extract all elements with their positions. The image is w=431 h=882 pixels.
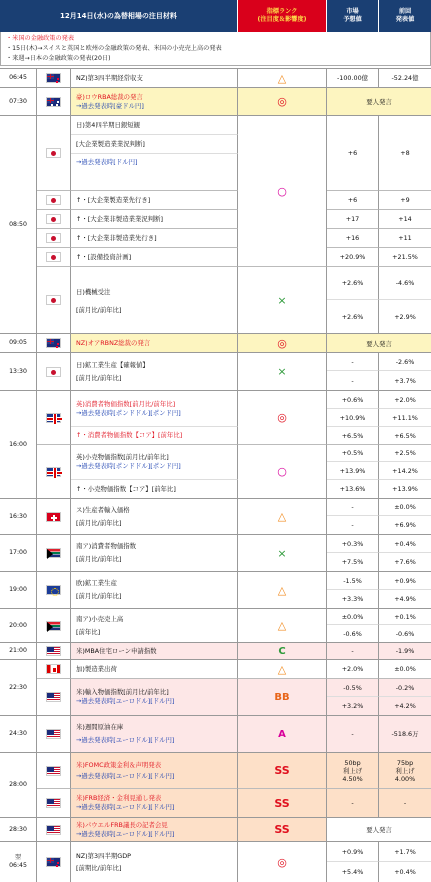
- table-row: [0, 499, 431, 535]
- past-release-link[interactable]: →過去発表時[ユーロドル][ドル円]: [76, 829, 175, 838]
- forecast-value: +10.9%: [327, 409, 379, 427]
- rank-bb-badge: BB: [274, 691, 290, 703]
- forecast-value: -0.5%: [327, 679, 379, 697]
- forecast-value: +17: [327, 210, 379, 229]
- event-label[interactable]: 米)輸入物価指数[前月比/前年比]: [76, 688, 169, 696]
- eu-flag-icon: [46, 585, 61, 595]
- event-label[interactable]: 日)第4四半期日銀短観: [76, 120, 141, 129]
- forecast-value: +2.6%: [327, 300, 379, 333]
- calendar-table: [0, 68, 431, 876]
- previous-value: +0.4%: [379, 535, 431, 553]
- time-cell: 21:00: [0, 643, 37, 659]
- triangle-icon: △: [277, 71, 287, 85]
- rank-c-badge: C: [278, 645, 286, 657]
- past-release-link[interactable]: →過去発表時[ユーロドル][ドル円]: [76, 736, 175, 744]
- previous-value: +6.9%: [394, 521, 416, 529]
- forecast-value: +2.6%: [327, 267, 379, 300]
- event-label[interactable]: 米)FRB経済・金利見通し発表: [76, 794, 162, 802]
- table-row: [0, 660, 431, 716]
- au-flag-icon: [46, 97, 61, 107]
- time-cell: 13:30: [0, 353, 37, 390]
- previous-value: -52.24億: [391, 74, 419, 82]
- event-label[interactable]: 日)鉱工業生産【確報値】: [76, 360, 149, 369]
- previous-value: +4.9%: [394, 595, 416, 603]
- event-label[interactable]: NZ)第3四半期経常収支: [76, 73, 143, 82]
- previous-value: ±0.0%: [379, 660, 431, 679]
- event-label[interactable]: 豪)ロウRBA総裁の発言: [76, 92, 143, 101]
- uk-flag-icon: [46, 467, 61, 477]
- forecast-value: +5.4%: [327, 862, 379, 882]
- rank-ss-badge: SS: [274, 764, 290, 777]
- previous-value: +9: [379, 191, 431, 210]
- forecast-value: +20.9%: [327, 248, 379, 267]
- previous-value: -: [403, 799, 407, 807]
- forecast-value: +3.3%: [327, 590, 379, 608]
- circle-icon: ○: [277, 184, 287, 198]
- previous-value: -0.2%: [379, 679, 431, 697]
- event-sublabel: [前月比/前年比]: [76, 373, 122, 382]
- forecast-value: 50bp 利上げ 4.50%: [327, 753, 379, 789]
- table-row: [0, 753, 431, 818]
- event-label[interactable]: NZ)オアRBNZ総裁の発言: [76, 338, 151, 347]
- us-flag-icon: [46, 798, 61, 808]
- forecast-value: -: [327, 371, 379, 390]
- time-cell: 17:00: [0, 535, 37, 571]
- time-cell: 06:45: [0, 69, 37, 87]
- time-cell: 28:00: [0, 753, 37, 817]
- event-label[interactable]: 日)機械受注: [76, 288, 111, 296]
- previous-value: +11: [379, 229, 431, 248]
- time-cell: 22:30: [0, 660, 37, 715]
- double-circle-icon: ◎: [277, 336, 287, 350]
- time-cell: 16:00: [0, 391, 37, 498]
- previous-value: ±0.0%: [379, 499, 431, 516]
- nz-flag-icon: [46, 857, 61, 867]
- event-label[interactable]: 米)週間原油在庫: [76, 723, 124, 731]
- forecast-value: -: [327, 499, 379, 516]
- forecast-value: +2.0%: [327, 660, 379, 679]
- forecast-value: -: [327, 789, 379, 817]
- table-row: [0, 572, 431, 609]
- past-release-link[interactable]: →過去発表時[ユーロドル][ドル円]: [76, 803, 175, 811]
- previous-value: -0.6%: [395, 629, 415, 638]
- previous-value: +0.9%: [379, 572, 431, 590]
- jp-flag-icon: [46, 252, 61, 262]
- double-circle-icon: ◎: [277, 95, 287, 108]
- event-label[interactable]: 加)製造業出荷: [76, 664, 117, 673]
- event-label[interactable]: ↑・[設備投資計画]: [76, 252, 132, 261]
- previous-value: +0.4%: [394, 868, 416, 876]
- event-label[interactable]: 英)消費者物価指数[前月比/前年比]: [76, 399, 176, 408]
- time-cell: 16:30: [0, 499, 37, 534]
- previous-value: +11.1%: [379, 409, 431, 427]
- table-row: [0, 116, 431, 334]
- rank-a-badge: A: [278, 728, 286, 740]
- table-row: [0, 535, 431, 572]
- nz-flag-icon: [46, 338, 61, 348]
- previous-value: +2.5%: [379, 445, 431, 462]
- event-label[interactable]: 南ア)小売売上高: [76, 614, 124, 623]
- time-cell: 翌 06:45: [0, 842, 37, 882]
- triangle-icon: △: [277, 662, 287, 676]
- triangle-icon: △: [277, 619, 287, 632]
- time-cell: 07:30: [0, 88, 37, 115]
- header-previous: 前回 発表値: [379, 0, 431, 32]
- forecast-value: +0.6%: [327, 391, 379, 409]
- table-row: [0, 353, 431, 391]
- jp-flag-icon: [46, 295, 61, 305]
- previous-value: +8: [379, 116, 431, 191]
- event-sublabel: [前月比/前年比]: [76, 518, 122, 527]
- table-row: [0, 391, 431, 499]
- jp-flag-icon: [46, 195, 61, 205]
- event-label[interactable]: 米)FOMC政策金利＆声明発表: [76, 760, 162, 769]
- event-label[interactable]: ↑・[大企業製造業先行き]: [76, 195, 151, 204]
- jp-flag-icon: [46, 233, 61, 243]
- cross-icon: ×: [277, 365, 287, 378]
- forecast-value: +0.5%: [327, 445, 379, 462]
- forecast-value: +6.5%: [327, 427, 379, 445]
- forecast-value: -100.00億: [327, 69, 379, 87]
- event-label[interactable]: [大企業製造業業況判断]: [76, 139, 145, 148]
- past-release-link[interactable]: →過去発表時[ポンドドル][ポンド円]: [76, 462, 181, 470]
- header-title: 12月14日(水)の為替相場の注目材料: [0, 0, 238, 32]
- event-label[interactable]: ス)生産者輸入価格: [76, 505, 130, 514]
- past-release-link[interactable]: →過去発表時[豪ドル円]: [76, 101, 144, 110]
- note-line: ・米国の金融政策の発表: [6, 35, 75, 42]
- forecast-value: -: [327, 716, 379, 752]
- forecast-value: -: [327, 353, 379, 371]
- rank-ss-badge: SS: [274, 823, 290, 836]
- forecast-value: +0.3%: [327, 535, 379, 553]
- table-row: [0, 716, 431, 753]
- jp-flag-icon: [46, 214, 61, 224]
- previous-value: +3.7%: [394, 376, 416, 385]
- event-sublabel: [前月比/前年比]: [76, 592, 122, 600]
- table-row: [0, 609, 431, 643]
- previous-value: +13.9%: [392, 485, 418, 493]
- previous-value: +14: [379, 210, 431, 229]
- event-sublabel: [前年比]: [76, 627, 101, 636]
- table-header: [0, 0, 431, 32]
- double-circle-icon: ◎: [277, 411, 287, 424]
- us-flag-icon: [46, 646, 61, 656]
- event-label[interactable]: 米)パウエルFRB議長の記者会見: [76, 820, 168, 829]
- forecast-value: +13.6%: [327, 480, 379, 498]
- previous-value: +0.1%: [379, 609, 431, 625]
- event-label[interactable]: 米)MBA住宅ローン申請指数: [76, 646, 157, 655]
- speech-label: 要人発言: [327, 818, 431, 841]
- triangle-icon: △: [277, 583, 287, 597]
- event-label[interactable]: ↑・[大企業非製造業先行き]: [76, 233, 157, 242]
- forecast-value: -: [327, 643, 379, 659]
- speech-label: 要人発言: [366, 339, 392, 348]
- table-row: [0, 842, 431, 882]
- previous-value: +2.0%: [379, 391, 431, 409]
- event-label[interactable]: 欧)鉱工業生産: [76, 579, 117, 587]
- ca-flag-icon: [46, 664, 61, 674]
- us-flag-icon: [46, 766, 61, 776]
- time-cell: 08:50: [0, 116, 37, 333]
- event-sublabel: [前期比/前年比]: [76, 864, 122, 872]
- previous-value: +7.6%: [394, 558, 416, 566]
- past-release-link[interactable]: →過去発表時[ユーロドル][ドル円]: [76, 771, 175, 780]
- time-cell: 24:30: [0, 716, 37, 752]
- speech-label: 要人発言: [366, 98, 392, 106]
- jp-flag-icon: [46, 148, 61, 158]
- rank-ss-badge: SS: [274, 796, 290, 810]
- previous-value: -4.6%: [379, 267, 431, 300]
- time-cell: 19:00: [0, 572, 37, 608]
- forecast-value: ±0.0%: [327, 609, 379, 625]
- previous-value: +1.7%: [379, 842, 431, 862]
- previous-value: -1.9%: [395, 647, 415, 655]
- uk-flag-icon: [46, 413, 61, 423]
- forecast-value: +16: [327, 229, 379, 248]
- previous-value: -518.6万: [391, 730, 419, 738]
- header-rank: 指標ランク (注目度＆影響度): [238, 0, 327, 32]
- forecast-value: -1.5%: [327, 572, 379, 590]
- cross-icon: ×: [277, 546, 287, 560]
- table-row: [0, 88, 431, 116]
- forecast-value: -: [327, 516, 379, 534]
- previous-value: +6.5%: [379, 427, 431, 445]
- za-flag-icon: [46, 548, 61, 558]
- event-label[interactable]: 南ア)消費者物価指数: [76, 542, 137, 550]
- double-circle-icon: ◎: [277, 855, 287, 869]
- cross-icon: ×: [277, 293, 287, 307]
- forecast-value: +13.9%: [327, 462, 379, 480]
- forecast-value: +6: [327, 116, 379, 191]
- time-cell: 09:05: [0, 334, 37, 352]
- circle-icon: ○: [277, 465, 287, 478]
- table-row: [0, 643, 431, 660]
- nz-flag-icon: [46, 73, 61, 83]
- us-flag-icon: [46, 825, 61, 835]
- past-release-link[interactable]: →過去発表時[ユーロドル][ドル円]: [76, 697, 175, 705]
- us-flag-icon: [46, 729, 61, 739]
- forecast-value: +6: [327, 191, 379, 210]
- past-release-link[interactable]: →過去発表時[ドル円]: [76, 158, 138, 166]
- event-sublabel: [前月比/前年比]: [76, 555, 122, 563]
- event-label[interactable]: ↑・小売物価指数【コア】[前年比]: [76, 484, 176, 493]
- forecast-value: -0.6%: [327, 625, 379, 642]
- event-label[interactable]: NZ)第3四半期GDP: [76, 852, 132, 860]
- previous-value: -2.6%: [379, 353, 431, 371]
- forecast-value: +3.2%: [327, 697, 379, 715]
- previous-value: 75bp 利上げ 4.00%: [379, 753, 431, 789]
- event-label[interactable]: ↑・[大企業非製造業業況判断]: [76, 214, 164, 223]
- triangle-icon: △: [277, 510, 287, 523]
- event-label[interactable]: ↑・消費者物価指数【コア】[前年比]: [76, 431, 183, 439]
- note-line: ・来週→日本の金融政策の発表(20日): [6, 55, 111, 62]
- previous-value: +4.2%: [379, 697, 431, 715]
- time-cell: 28:30: [0, 818, 37, 841]
- table-row: [0, 334, 431, 353]
- notes-box: [0, 32, 431, 66]
- ch-flag-icon: [46, 512, 61, 522]
- time-cell: 20:00: [0, 609, 37, 642]
- za-flag-icon: [46, 621, 61, 631]
- past-release-link[interactable]: →過去発表時[ポンドドル][ポンド円]: [76, 408, 181, 417]
- event-label[interactable]: 英)小売物価指数[前月比/前年比]: [76, 453, 169, 461]
- forecast-value: +0.9%: [327, 842, 379, 862]
- table-row: [0, 69, 431, 88]
- event-sublabel: [前月比/前年比]: [76, 306, 122, 314]
- previous-value: +14.2%: [379, 462, 431, 480]
- us-flag-icon: [46, 692, 61, 702]
- note-line: ・15日(木)→スイスと英国と欧州の金融政策の発表、米国の小売売上高の発表: [6, 45, 222, 52]
- previous-value: +21.5%: [379, 248, 431, 267]
- jp-flag-icon: [46, 367, 61, 377]
- previous-value: +2.9%: [394, 312, 416, 321]
- header-forecast: 市場 予想値: [327, 0, 379, 32]
- forecast-value: +7.5%: [327, 553, 379, 571]
- table-row: [0, 818, 431, 842]
